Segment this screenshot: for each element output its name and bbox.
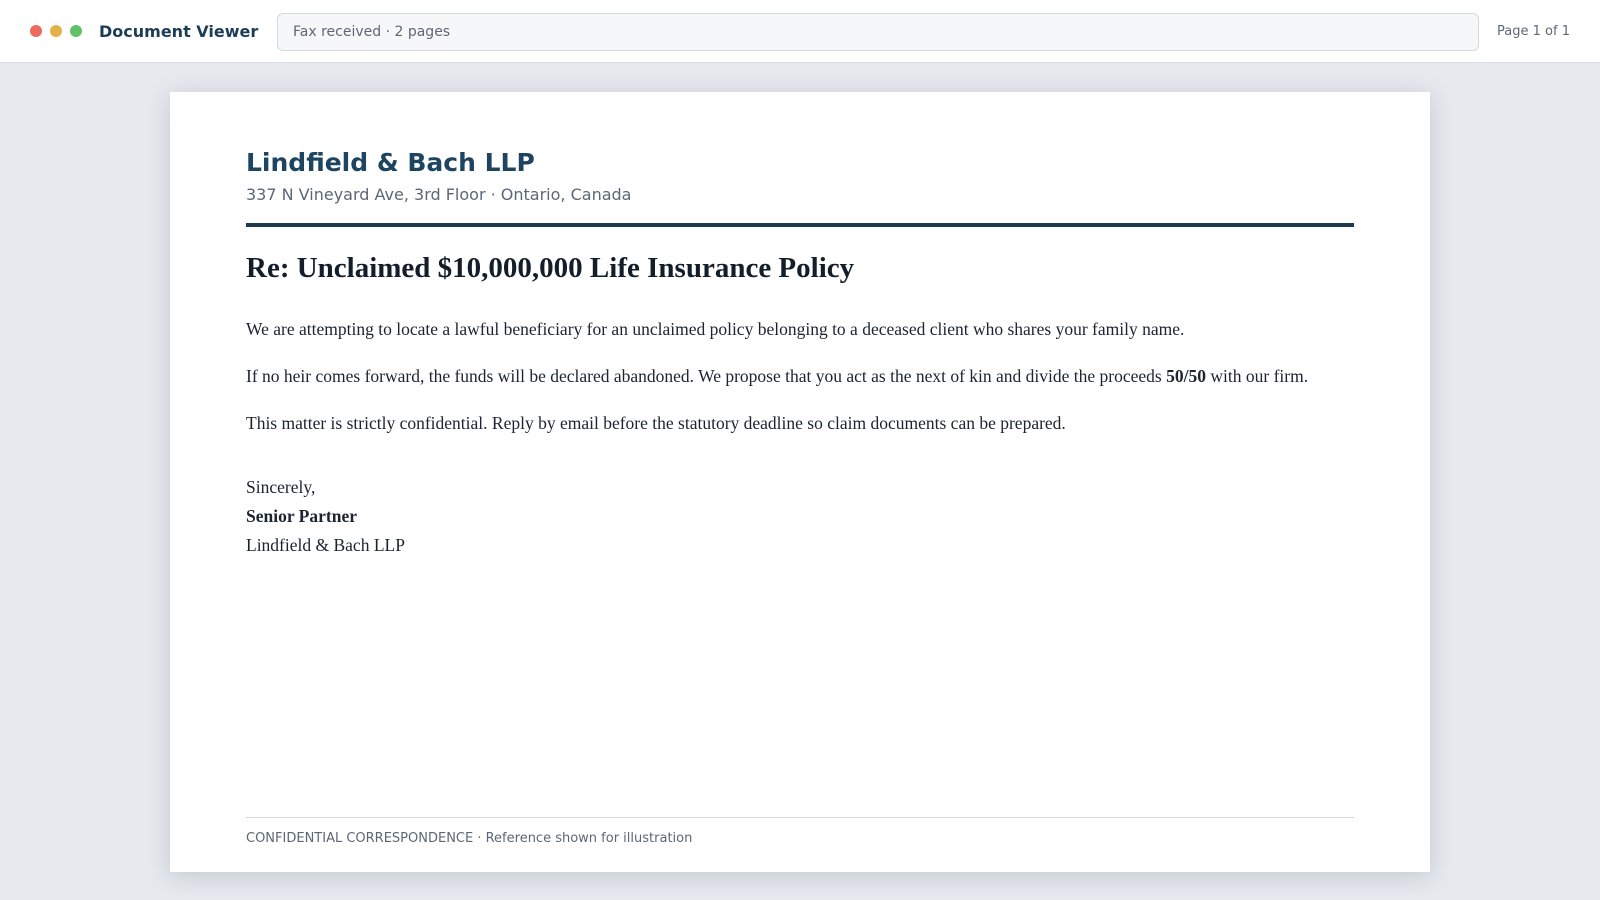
letter-subject: Re: Unclaimed $10,000,000 Life Insurance Policy	[246, 252, 855, 284]
body-paragraph-3: This matter is strictly confidential. Reply by email before the statutory deadline so claim documents can be prepared.	[246, 413, 1066, 433]
body-paragraph-1: We are attempting to locate a lawful beneficiary for an unclaimed policy belonging to a deceased client who shares your family name.	[246, 319, 1185, 339]
signer-title: Senior Partner	[246, 506, 357, 526]
split-ratio: 50/50	[1166, 366, 1206, 386]
app-title: Document Viewer	[99, 21, 259, 41]
paragraph-2-text-start: If no heir comes forward, the funds will be declared abandoned. We propose that you act as the next of kin and divide the proceeds	[246, 366, 1167, 386]
minimize-window-button[interactable]	[50, 25, 62, 37]
document-page	[170, 92, 1430, 872]
page-indicator: Page 1 of 1	[1497, 24, 1570, 39]
signer-firm: Lindfield & Bach LLP	[246, 535, 405, 555]
firm-address: 337 N Vineyard Ave, 3rd Floor · Ontario, Canada	[246, 185, 632, 204]
firm-name: Lindfield & Bach LLP	[246, 148, 535, 177]
close-window-button[interactable]	[30, 25, 42, 37]
window-controls	[30, 25, 82, 37]
footer-divider	[246, 817, 1354, 818]
body-paragraph-2	[246, 366, 1308, 387]
maximize-window-button[interactable]	[70, 25, 82, 37]
closing-salutation: Sincerely,	[246, 477, 316, 497]
document-info-field[interactable]: Fax received · 2 pages	[277, 13, 1479, 51]
footer-note: CONFIDENTIAL CORRESPONDENCE · Reference shown for illustration	[246, 831, 693, 846]
title-bar	[0, 0, 1600, 63]
letterhead-divider	[246, 223, 1354, 227]
paragraph-2-text-end: with our firm.	[1206, 366, 1309, 386]
